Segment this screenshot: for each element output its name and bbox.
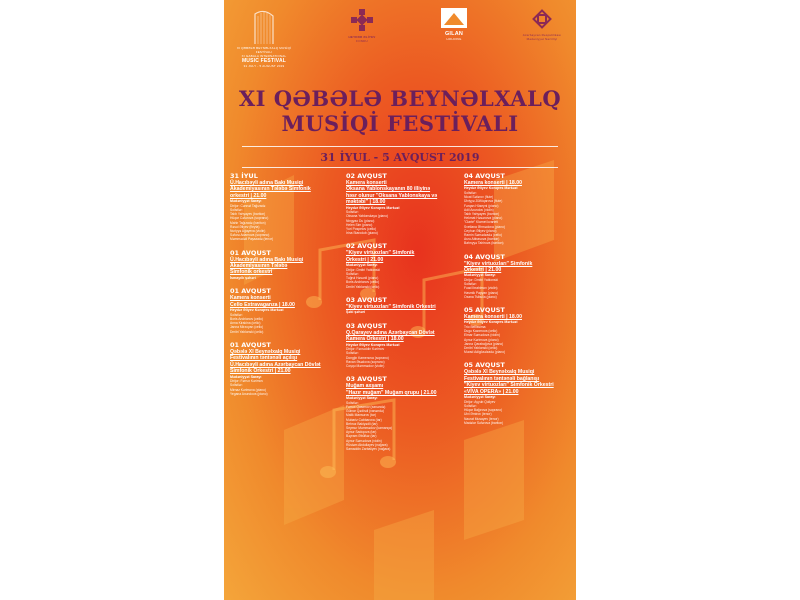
event-detail: Mirnaz Kərimova (piano): [230, 387, 266, 392]
event-date: 02 AVQUST: [346, 242, 387, 251]
event-detail: Solistlər:: [230, 383, 243, 388]
divider-bottom: [242, 167, 558, 168]
ministry-of-culture-logo: [514, 8, 570, 41]
event-detail: Solistlər:: [464, 403, 477, 408]
event-venue: Mədəniyyət Sarayı: [230, 374, 262, 379]
event-entry: [464, 253, 568, 299]
event-detail: Ceyhun Əliyev (piano): [464, 228, 497, 233]
event-entry: [464, 172, 568, 246]
event-detail: "Clarté" Klarnet kvarteti: [464, 220, 499, 225]
event-heading: Kamera konserti: [346, 180, 387, 186]
ministry-logo-line: Mədəniyyət Nazirliyi: [526, 37, 558, 41]
gilan-logo-line: HOLDING: [446, 37, 462, 41]
event-date: 01 AVQUST: [230, 248, 271, 257]
event-detail: Nicat Səfərov (flute): [464, 195, 494, 200]
event-detail: Janna Qarabağova (piano): [464, 341, 504, 346]
event-heading: "Kiyev virtuozları" Simfonik: [464, 260, 533, 267]
event-entry: [464, 361, 568, 424]
event-detail: Solistlər:: [464, 282, 477, 287]
event-heading: Oksana Yablonskayanın 80 illiyinə: [346, 186, 431, 193]
event-heading: Simfonik orkestri: [230, 269, 273, 276]
event-detail: Dirijor: Dmitri Yablonski: [346, 267, 380, 272]
heydar-aliyev-foundation-logo: [340, 8, 384, 43]
event-heading: Kamera Orkestri | 18.00: [346, 336, 404, 343]
event-detail: Aynur Səmədova (violin): [346, 438, 382, 443]
event-detail: Dongjin Kamenova (soprano): [346, 355, 389, 360]
event-heading: Akademiyasının Tələbə Simfonik: [230, 186, 311, 193]
event-detail: Behruz Bakiyədli (tar): [346, 421, 378, 426]
event-date: 03 AVQUST: [346, 375, 387, 384]
event-detail: Rüstəm Abdullayev (nağara): [346, 442, 388, 447]
harp-icon: [249, 8, 279, 46]
event-heading: Orkestri | 21.00: [464, 267, 502, 274]
event-date: 03 AVQUST: [346, 295, 387, 304]
event-detail: Rəsul Əliyev (fleyta): [230, 224, 260, 229]
event-date: 03 AVQUST: [346, 321, 387, 330]
festival-logo-line: XI GABALA INTERNATIONAL: [241, 54, 287, 58]
event-detail: Fuad İbrahimov (violin): [464, 286, 498, 291]
event-date: 01 AVQUST: [230, 287, 271, 296]
event-detail: Bahrıyyə Tahirova (bariton): [464, 241, 504, 246]
event-detail: Fərqan Hüseyni (piano): [464, 203, 499, 208]
poster-title: [224, 86, 576, 136]
event-detail: Yuri Pospelov (cello): [346, 227, 377, 232]
event-detail: Tuğrul Həsənli (piano): [346, 276, 379, 281]
event-venue: Heydər Əliyev Konqres Mərkəzi: [230, 308, 284, 313]
event-detail: Solistlər:: [346, 400, 359, 405]
event-heading: orkestri | 21.00: [230, 192, 267, 199]
event-heading: Simfonik Orkestri | 21.00: [230, 368, 291, 375]
event-detail: Ramin Səmədzadə (cello): [464, 233, 502, 238]
event-heading: Akademiyasının Tələbə: [230, 263, 288, 270]
event-detail: Seymur Məmmədov (kamança): [346, 425, 392, 430]
event-venue: Mədəniyyət Sarayı: [230, 199, 262, 204]
event-heading: "Kiyev virtuozları" Simfonik Orkestri: [346, 303, 436, 310]
event-detail: Solistlər:: [464, 191, 477, 195]
event-venue: Heydər Əliyev Konqres Mərkəzi: [464, 320, 518, 325]
title-line-2: MUSİQİ FESTİVALI: [281, 111, 519, 136]
event-detail: Janna Mirzoyan (cello): [230, 325, 264, 330]
festival-logo: [234, 8, 294, 68]
event-detail: Solistlər:: [346, 272, 359, 277]
event-detail: Solistlər:: [346, 210, 359, 215]
event-heading: məktəbi" | 18.00: [346, 199, 386, 206]
schedule-column-1: [230, 172, 334, 403]
event-heading: Cello Extravaganza | 18.00: [230, 301, 295, 308]
event-date: 04 AVQUST: [464, 252, 505, 261]
event-detail: Talıb Yahyayev (bariton): [464, 212, 500, 217]
event-detail: Dirijor: Fərrux Kərimov: [230, 379, 263, 384]
event-venue: Mədəniyyət Sarayı: [346, 396, 378, 401]
event-entry: [346, 172, 450, 235]
event-date: 02 AVQUST: [346, 172, 387, 180]
event-detail: Solistlər:: [230, 312, 243, 317]
event-detail: Boris Andrianov (cello): [346, 280, 379, 285]
event-heading: Ü.Hacıbəyli adına Bakı Musiqi: [230, 256, 304, 263]
event-detail: Yegana Axundova (piano): [230, 391, 268, 396]
event-entry: [346, 296, 450, 315]
event-venue: Mədəniyyət Sarayı: [464, 395, 496, 400]
event-detail: Samaddin Zarbaliyev (nağara): [346, 446, 391, 451]
event-detail: Dmitri Yablonski (cello): [464, 346, 498, 351]
event-date: 05 AVQUST: [464, 306, 505, 315]
event-detail: Ravan Əsədova (soprano): [346, 359, 385, 364]
event-detail: Dirijor: Cənnət Tağızadə: [230, 203, 266, 208]
event-entry: [464, 306, 568, 354]
event-heading: Orkestri | 21.00: [346, 256, 384, 263]
event-venue: Heydər Əliyev Konqres Mərkəzi: [346, 342, 400, 347]
event-date: 01 AVQUST: [230, 340, 271, 349]
event-venue: Mədəniyyət Sarayı: [346, 263, 378, 268]
divider-top: [242, 146, 558, 147]
title-line-1: XI QƏBƏLƏ BEYNƏLXALQ: [238, 86, 562, 111]
event-venue: Şəki şəhəri: [346, 310, 365, 315]
festival-dates: 31 İYUL - 5 AVQUST 2019: [320, 151, 480, 164]
event-date: 04 AVQUST: [464, 172, 505, 180]
event-detail: Adil Axundov (violin): [464, 207, 494, 212]
event-detail: Hekmat Həsənova (piano): [464, 216, 503, 221]
event-heading: Qəbələ XI Beynəlxalq Musiqi: [230, 348, 301, 355]
knot-ornament-icon: [531, 8, 553, 30]
event-detail: Boris Andrianov (cello): [230, 317, 263, 322]
event-heading: Qəbələ XI Beynəlxalq Musiqi: [464, 369, 535, 376]
event-entry: [230, 341, 334, 396]
event-detail: Elmar Səmədova (violin): [464, 333, 500, 338]
event-detail: Ülviyyə Zülfüqarova (flute): [464, 199, 503, 204]
event-heading: Q.Qarayev adına Azərbaycan Dövlət: [346, 329, 435, 336]
event-detail: Solistlər:: [346, 351, 359, 356]
event-heading: Kamera konserti: [230, 295, 271, 302]
event-detail: Hüqar Cəfərova (soprano): [230, 216, 269, 221]
gilan-holding-logo: [432, 8, 476, 41]
festival-logo-line: 31 JULY - 5 AUGUST 2019: [243, 64, 285, 68]
event-heading: Festivalının təntənəli açılışı: [230, 355, 298, 362]
event-detail: Anna Kirakina (cello): [230, 321, 261, 326]
festival-logo-line: MUSIC FESTIVAL: [241, 58, 287, 64]
event-detail: Gülnar Qədirəli (xanəndə): [346, 409, 384, 414]
event-venue: İsmayıllı şəhəri: [230, 275, 256, 280]
event-heading: Muğam axşamı: [346, 383, 384, 390]
event-detail: Coşqu Məmmədov (violin): [346, 364, 385, 369]
event-detail: Dmitri Yablonski (cello): [346, 284, 380, 289]
heydar-logo-line: FONDU: [356, 39, 368, 43]
schedule-column-3: [464, 172, 568, 432]
ministry-logo-line: Azərbaycan Respublikası: [522, 33, 562, 37]
event-entry: [230, 172, 334, 242]
event-detail: Murad Adigözəlzadə (piano): [464, 350, 506, 355]
event-detail: Malik Mansurov (tar): [346, 413, 377, 418]
event-heading: Festivalının təntənəli bağlanışı: [464, 375, 540, 382]
event-date: 31 İYUL: [230, 172, 258, 180]
event-detail: Naurat Musayev (tenor): [464, 416, 499, 421]
schedule-column-2: [346, 172, 450, 458]
event-heading: Kamera konserti | 18.00: [464, 314, 522, 321]
sponsor-logos: [224, 8, 576, 80]
heydar-logo-line: HEYDƏR ƏLİYEV: [348, 35, 376, 39]
event-entry: [230, 287, 334, 333]
gilan-logo-line: GILAN: [444, 31, 464, 37]
event-venue: Mədəniyyət Sarayı: [464, 273, 496, 278]
event-heading: həsr olunur "Oksana Yablonskaya və: [346, 192, 438, 199]
event-detail: Mubariz Cabbarova (tar): [346, 417, 382, 422]
event-entry: [346, 375, 450, 451]
event-detail: Ningyao Du (piano): [346, 218, 375, 223]
event-detail: Səfurə Adamova (soprano): [230, 233, 270, 238]
event-heading: "Kiyev virtuozları" Simfonik: [346, 250, 415, 257]
event-detail: Dirijor: Ayyub Quliyev: [464, 399, 496, 404]
festival-logo-line: XI QƏBƏLƏ BEYNƏLXALQ MUSİQİ FESTİVALI: [236, 46, 292, 54]
event-heading: Kamera konserti | 18.00: [464, 180, 522, 186]
mountain-icon: [441, 8, 467, 28]
event-detail: Solistlər:: [230, 208, 243, 213]
event-detail: Arzu Abbasova (bariton): [464, 237, 500, 242]
event-detail: Hasmik Papyan (piano): [464, 290, 499, 295]
event-detail: Fərrux Qasımov (xanəndə): [346, 404, 386, 409]
event-detail: Dugu Kazımova (cello): [464, 329, 498, 334]
event-venue: Heydər Əliyev Konqres Mərkəzi: [346, 205, 400, 210]
event-detail: İrina Starodub (piano): [346, 231, 378, 236]
event-detail: Madəlar Səfərova (bariton): [464, 420, 504, 425]
event-entry: [346, 242, 450, 288]
event-detail: Talıb Yahyayev (bariton): [230, 212, 266, 217]
event-detail: Trio Bellissima:: [464, 325, 487, 330]
event-detail: Hüqar Bağırova (soprano): [464, 408, 503, 413]
event-heading: Ü.Hacıbəyli adına Bakı Musiqi: [230, 180, 304, 186]
event-heading: Ü.Hacıbəyli adına Azərbaycan Dövlət: [230, 361, 321, 368]
event-detail: Svetlana Əhmədova (piano): [464, 224, 505, 229]
event-entry: [346, 322, 450, 368]
event-detail: Nuriyyə Ağayeva (violin): [230, 229, 266, 234]
event-entry: [230, 249, 334, 281]
event-detail: Helen Sim (piano): [346, 222, 373, 227]
event-detail: Mahir Tağızadə (bariton): [230, 220, 266, 225]
event-venue: Heydər Əliyev Konqres Mərkəzi: [464, 186, 518, 191]
event-detail: Oksana Yablonskaya (piano): [346, 214, 389, 219]
event-detail: Dirijor: Dmitri Yablonski: [464, 278, 498, 283]
event-heading: «VİVA OPERA» | 21.00: [464, 388, 519, 395]
event-detail: Dirijor: Fəxrəddin Kərimov: [346, 347, 385, 352]
event-detail: Dmitri Yablonski (cello): [230, 329, 264, 334]
ornament-icon: [350, 8, 374, 32]
event-detail: Məmmədəli Paşazadə (tenor): [230, 237, 274, 242]
festival-poster: [224, 0, 576, 600]
event-detail: Aynur Sadıqova (tar): [346, 430, 377, 435]
event-heading: "Hazır muğam" Muğam qrupu | 21.00: [346, 389, 437, 396]
event-detail: Bəyram Əbülfəz (tar): [346, 434, 377, 439]
event-heading: "Kiyev virtuozları" Simfonik Orkestri: [464, 382, 554, 389]
event-detail: Aynur Kərimova (piano): [464, 337, 499, 342]
event-date: 05 AVQUST: [464, 361, 505, 370]
event-detail: Oxana Tsibulia (piano): [464, 294, 497, 299]
event-detail: Ulvi Əmirov (tenor): [464, 412, 492, 417]
